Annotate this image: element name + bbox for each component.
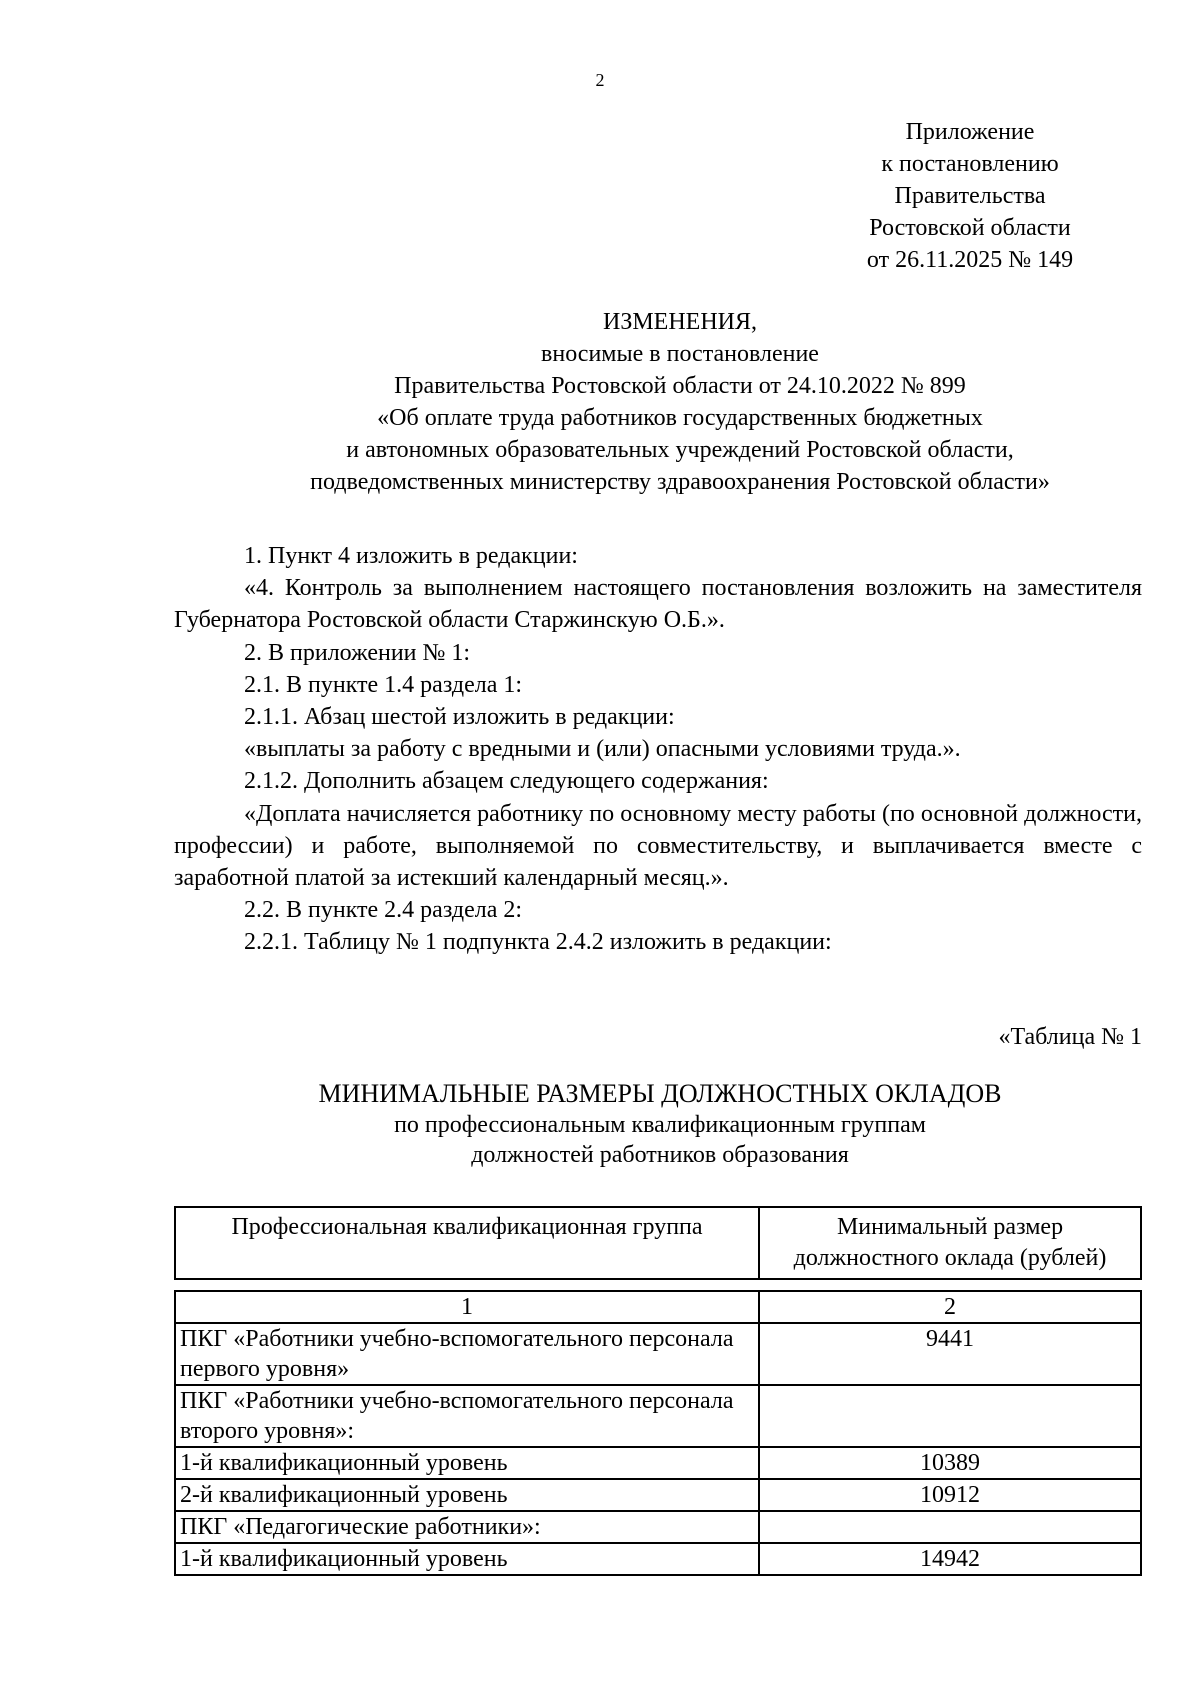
title-line: и автономных образовательных учреждений Ростовской области, (346, 437, 1014, 463)
salary-table-header (174, 1206, 1142, 1280)
appendix-block (820, 116, 1120, 276)
appendix-line: к постановлению (881, 151, 1059, 177)
table-cell-group: 1-й квалификационный уровень (175, 1447, 759, 1479)
paragraph: «4. Контроль за выполнением настоящего постановления возложить на заместителя Губернатора Ростовской области Старжинскую О.Б.». (174, 575, 1142, 634)
appendix-line: от 26.11.2025 № 149 (866, 247, 1074, 273)
table-cell-group: ПКГ «Работники учебно-вспомогательного персонала первого уровня» (175, 1323, 759, 1385)
table-row (175, 1323, 1141, 1385)
paragraph: «Доплата начисляется работнику по основному месту работы (по основной должности, профессии) и работе, выполняемой по совместительству, и выплачивается вместе с заработной платой за истекший календарный месяц.». (174, 800, 1142, 892)
table-row (175, 1511, 1141, 1543)
table-row (175, 1479, 1141, 1511)
document-title (160, 306, 1200, 498)
title-line: подведомственных министерству здравоохранения Ростовской области» (310, 469, 1050, 495)
table-title (120, 1078, 1200, 1170)
table-cell: 1 (175, 1291, 759, 1323)
header-cell-group: Профессиональная квалификационная группа (175, 1207, 759, 1279)
paragraph: 2.1. В пункте 1.4 раздела 1: (244, 671, 523, 698)
title-line: Правительства Ростовской области от 24.10.2022 № 899 (394, 373, 966, 399)
table-row (175, 1447, 1141, 1479)
salary-table (174, 1290, 1142, 1576)
page-number: 2 (595, 70, 605, 90)
table-cell-group: 2-й квалификационный уровень (175, 1479, 759, 1511)
table-cell-value (759, 1511, 1141, 1543)
paragraph: 2.1.1. Абзац шестой изложить в редакции: (244, 704, 675, 731)
table-cell-value: 9441 (759, 1323, 1141, 1385)
paragraph: 1. Пункт 4 изложить в редакции: (244, 543, 578, 569)
paragraph: 2.1.2. Дополнить абзацем следующего содержания: (244, 768, 769, 795)
table-label: «Таблица № 1 (998, 1024, 1142, 1050)
header-cell-salary: Минимальный размер должностного оклада (рублей) (759, 1207, 1141, 1279)
table-cell-value (759, 1385, 1141, 1447)
title-line: «Об оплате труда работников государственных бюджетных (377, 405, 983, 431)
appendix-line: Ростовской области (869, 215, 1071, 241)
paragraph: 2.2. В пункте 2.4 раздела 2: (244, 897, 523, 924)
table-cell-value: 10389 (759, 1447, 1141, 1479)
paragraph: 2.2.1. Таблицу № 1 подпункта 2.4.2 изложить в редакции: (244, 929, 832, 956)
appendix-line: Приложение (905, 119, 1035, 145)
table-title-line: МИНИМАЛЬНЫЕ РАЗМЕРЫ ДОЛЖНОСТНЫХ ОКЛАДОВ (318, 1079, 1002, 1108)
paragraph: 2. В приложении № 1: (244, 639, 471, 666)
appendix-line: Правительства (894, 183, 1046, 209)
table-cell-value: 10912 (759, 1479, 1141, 1511)
table-cell: 2 (759, 1291, 1141, 1323)
title-heading: ИЗМЕНЕНИЯ, (602, 309, 758, 335)
table-cell-group: 1-й квалификационный уровень (175, 1543, 759, 1575)
table-title-line: по профессиональным квалификационным группам (394, 1112, 926, 1138)
table-number-row (175, 1291, 1141, 1323)
table-cell-group: ПКГ «Педагогические работники»: (175, 1511, 759, 1543)
paragraph: «выплаты за работу с вредными и (или) опасными условиями труда.». (244, 736, 961, 763)
table-row (175, 1543, 1141, 1575)
table-title-line: должностей работников образования (471, 1142, 849, 1168)
table-row (175, 1385, 1141, 1447)
title-line: вносимые в постановление (541, 341, 819, 367)
table-cell-value: 14942 (759, 1543, 1141, 1575)
document-body (174, 540, 1142, 959)
table-header-row (175, 1207, 1141, 1279)
table-cell-group: ПКГ «Работники учебно-вспомогательного персонала второго уровня»: (175, 1385, 759, 1447)
